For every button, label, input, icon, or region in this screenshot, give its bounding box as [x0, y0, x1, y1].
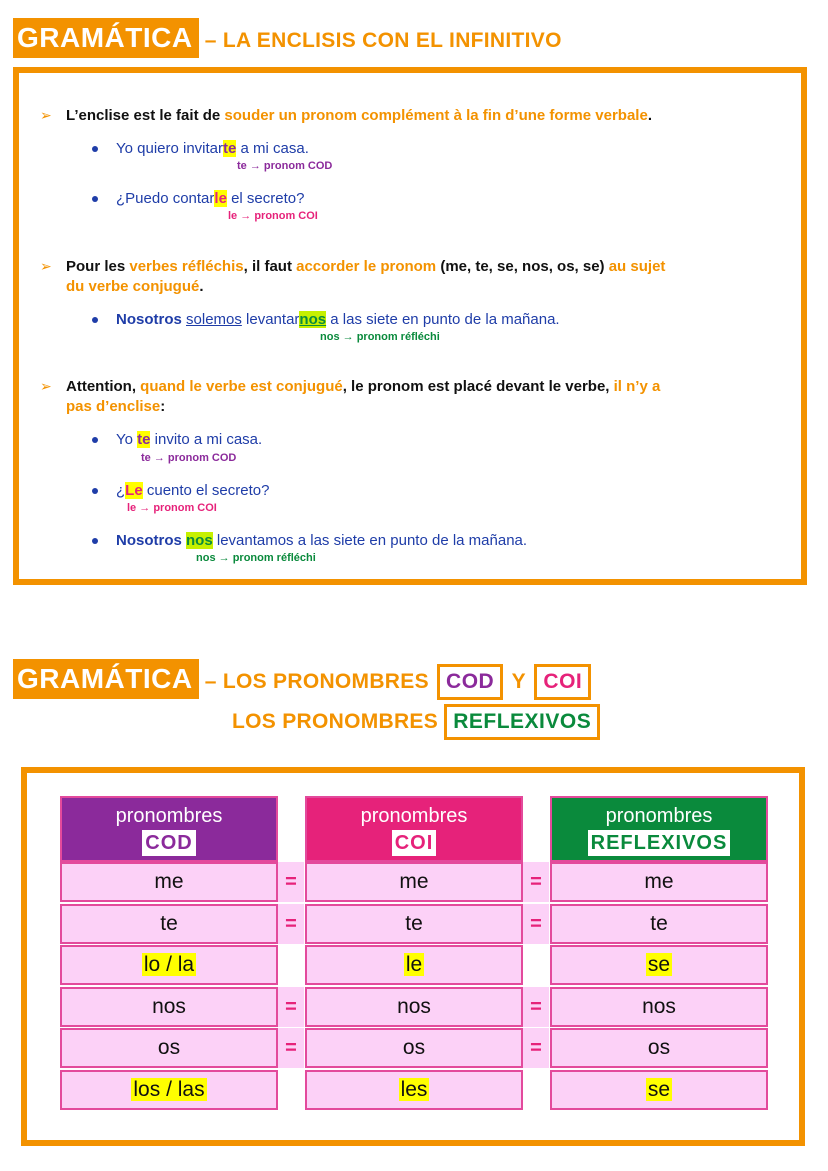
note-2: le → pronom COI — [228, 210, 318, 222]
table-cell-reflexivos: os — [550, 1028, 768, 1068]
table-cell-cod: os — [60, 1028, 278, 1068]
column-header-coi — [305, 796, 523, 862]
table-cell-reflexivos: se — [550, 1070, 768, 1110]
rule-2: Pour les verbes réfléchis, il faut accorder le pronom (me, te, se, nos, os, se) au sujet du verbe conjugué. — [66, 258, 666, 295]
column-header-tag: REFLEXIVOS — [588, 830, 731, 856]
example-2: ¿Puedo contarle el secreto? — [116, 190, 305, 207]
reflexivos-badge: REFLEXIVOS — [444, 704, 600, 740]
table-cell-coi: te — [305, 904, 523, 944]
note-1: te → pronom COD — [237, 160, 333, 172]
column-header-label: pronombres — [115, 805, 223, 827]
table-cell-cod: te — [60, 904, 278, 944]
arrow-bullet-icon: ➢ — [40, 258, 52, 274]
arrow-bullet-icon: ➢ — [40, 378, 52, 394]
section1-title — [13, 18, 562, 58]
section2-title: GRAMÁTICA – LOS PRONOMBRES COD Y COI — [13, 659, 591, 700]
example-6: Nosotros nos levantamos a las siete en punto de la mañana. — [116, 532, 528, 549]
table-cell-coi: me — [305, 862, 523, 902]
table-cell-coi: nos — [305, 987, 523, 1027]
section1-tag: GRAMÁTICA — [13, 18, 199, 58]
equal-sign: = — [523, 862, 549, 902]
equal-sign: = — [523, 987, 549, 1027]
table-cell-cod: me — [60, 862, 278, 902]
table-cell-reflexivos: nos — [550, 987, 768, 1027]
example-4: Yo te invito a mi casa. — [116, 431, 263, 448]
rule-1: L’enclise est le fait de souder un pronom complément à la fin d’une forme verbale. — [66, 107, 652, 124]
equal-sign: = — [278, 904, 304, 944]
equal-sign: = — [523, 1028, 549, 1068]
column-header-tag: COI — [392, 830, 437, 856]
table-cell-coi: os — [305, 1028, 523, 1068]
section2-tag: GRAMÁTICA — [13, 659, 199, 699]
bullet-icon — [92, 538, 98, 544]
table-cell-cod: nos — [60, 987, 278, 1027]
column-header-label: pronombres — [360, 805, 468, 827]
arrow-bullet-icon: ➢ — [40, 107, 52, 123]
note-3: nos → pronom réfléchi — [320, 331, 440, 343]
table-cell-cod: lo / la — [60, 945, 278, 985]
equal-sign: = — [278, 1028, 304, 1068]
rule-3: Attention, quand le verbe est conjugué, le pronom est placé devant le verbe, il n’y a pas d’enclise: — [66, 378, 661, 415]
coi-badge: COI — [534, 664, 591, 700]
table-cell-cod: los / las — [60, 1070, 278, 1110]
example-1: Yo quiero invitarte a mi casa. — [116, 140, 309, 157]
section2-subtitle: LOS PRONOMBRES REFLEXIVOS — [232, 704, 600, 740]
column-header-reflexivos — [550, 796, 768, 862]
section1-heading: – LA ENCLISIS CON EL INFINITIVO — [198, 29, 562, 52]
note-6: nos → pronom réfléchi — [196, 552, 316, 564]
bullet-icon — [92, 317, 98, 323]
bullet-icon — [92, 146, 98, 152]
column-header-cod — [60, 796, 278, 862]
bullet-icon — [92, 196, 98, 202]
equal-sign: = — [278, 987, 304, 1027]
column-header-tag: COD — [142, 830, 195, 856]
example-5: ¿Le cuento el secreto? — [116, 482, 270, 499]
table-cell-coi: le — [305, 945, 523, 985]
table-cell-reflexivos: me — [550, 862, 768, 902]
note-4: te → pronom COD — [141, 452, 237, 464]
equal-sign: = — [278, 862, 304, 902]
note-5: le → pronom COI — [127, 502, 217, 514]
bullet-icon — [92, 437, 98, 443]
equal-sign: = — [523, 904, 549, 944]
bullet-icon — [92, 488, 98, 494]
table-cell-reflexivos: se — [550, 945, 768, 985]
table-cell-coi: les — [305, 1070, 523, 1110]
table-cell-reflexivos: te — [550, 904, 768, 944]
column-header-label: pronombres — [605, 805, 713, 827]
example-3: Nosotros solemos levantarnos a las siete en punto de la mañana. — [116, 311, 560, 328]
cod-badge: COD — [437, 664, 503, 700]
